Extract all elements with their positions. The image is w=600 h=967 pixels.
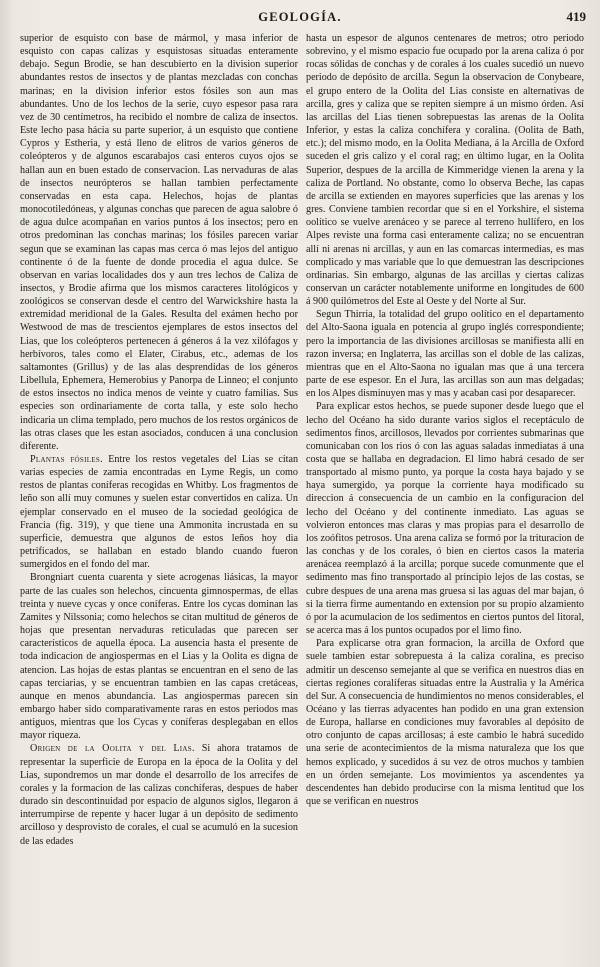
- paragraph-insects: superior de esquisto con base de mármol, y masa inferior de esquisto con capas calizas y esquistosas situadas enteramente debajo. Segun Brodie, se han descubierto en la division superior abundantes restos de insectos y de plantas mezcladas con conchas marinas; en la division inferior estos fósiles son aun mas abundantes. Uno de los lechos de la serie, cuyo espesor pasa rara vez de 30 centímetros, ha recibido el nombre de caliza de insectos. Este lecho pasa hácia su parte superior, á un esquisto que contiene Cypros y Estheria, y está lleno de elitros de varios géneros de coleópteros y de algunos escarabajos casi enteros cuyos ojos se hallan aun en buen estado de conservacion. Las nervaduras de alas de insectos neurópteros se hallan tambien perfectamente conservadas en esta capa. Helechos, hojas de plantas monocotiledóneas, y algunas conchas que parecen de agua salobre ó de agua dulce acompañan en varios puntos á los insectos; pero en otros predominan las conchas marinas; los fósiles parecen variar segun que se examinan las capas mas cerca ó mas lejos del antiguo continente ó de la fuente de donde procedia el agua dulce. Se observan en varias localidades dos y aun tres lechos de Caliza de insectos, y Brodie afirma que los mismos caracteres litológicos y zoológicos se conservan desde el centro del Warwickshire hasta la extremidad meridional de la Gales. Resulta del exámen hecho por Westwood de mas de trescientos ejemplares de estos insectos del Lias, que los coleópteros pertenecen á géneros á la vez xilófagos y herbívoros, tales como el Elater, Cirabus, etc., ademas de los saltamontes (Grillus) y de las alas desprendidas de los géneros Libellula, Ephemera, Hemerobius y Panorpa de Linneo; el conjunto de estos insectos no indica menos de veinte y cuatro familias. Sus especies son ordinariamente de corta talla, y este solo hecho indicaria un clima templado, pero muchos de los restos orgánicos de las otras clases que les estan asociados, conducen á una conclusion diferente.: [20, 33, 298, 452]
- running-title: GEOLOGÍA.: [258, 10, 342, 24]
- paragraph-thirria: Segun Thirria, la totalidad del grupo oolítico en el departamento del Alto-Saona iguala en potencia al grupo inglés correspondiente; pero la importancia de las divisiones arcillosas se manifiesta allí en razon inversa; en Inglaterra, las arcillas son el doble de las calizas, mientras que en el Alto-Saona no igualan mas que á una tercera parte de ese espesor. En el Jura, las arcillas son aun mas delgadas; en los Alpes disminuyen mas y mas y acaban casi por desaparecer.: [306, 309, 584, 400]
- paragraph-brongniart: Brongniart cuenta cuarenta y siete acrogenas liásicas, la mayor parte de las cuales son helechos, cincuenta gimnospermas, de ellas treinta y nueve cycas y once coníferas. Entre los cycas dominan las Zamites y Nilssonia; como helechos se citan multitud de géneros de hojas que presentan nervaduras reticuladas que parecen ser característicos de aquella época. La ausencia hasta el presente de toda indicacion de angiospermas en el Lias y la Oolita es digna de atencion. Las hojas de estas plantas se encuentran en el seno de las capas terciarias, y se encuentran tambien en las capas cretáceas, aunque en menos abundancia. Las angiospermas parecen sin embargo haber sido comparativamente raras en estos periodos mas antiguos, mientras que los Cycas y coníferas desplegaban en ellos mayor riqueza.: [20, 572, 298, 742]
- paragraph-explanation: Para explicar estos hechos, se puede suponer desde luego que el lecho del Océano ha sido durante varios siglos el receptáculo de sedimentos finos, arcillosos, llevados por corrientes submarinas que comunicaban con los rios ó con las aguas saladas inmediatas á una costa que se hallaba en degradacion. El limo habrá cesado de ser transportado al mismo punto, ya porque la costa haya bajado y se haya sumergido, ya porque la corriente haya modificado su direccion á consecuencia de un cambio en la configuracion del lecho del Océano y del continente inmediato. Las aguas se volvieron entonces mas claras y mas propias para el desarrollo de los zoófitos petrosos. Una arena caliza se formó por la trituracion de las conchas y de los corales, ó bien en ciertos casos la materia arenácea reemplazó á la arcilla; porque sucede comunmente que el sedimento mas fino transportado al principio lejos de las costas, se cubre despues de una arena mas gruesa si las aguas del mar bajan, ó si la tierra firme aumentando en extension por su propio alzamiento ó por la acumulacion de los sedimentos en ciertos puntos del litoral, se acerca mas á los puntos ocupados por el limo fino.: [306, 401, 584, 637]
- paragraph-origin: [20, 742, 298, 847]
- paragraph-fossil-plants: [20, 453, 298, 571]
- page-header: [0, 6, 600, 30]
- page-number: 419: [566, 9, 586, 24]
- section-head-origin: Origen de la Oolita y del Lias.: [30, 743, 195, 755]
- left-column: [20, 32, 298, 848]
- paragraph-oxford-clay: Para explicarse otra gran formacion, la arcilla de Oxford que suele tambien estar sobrepuesta á la caliza coralina, es preciso admitir un descenso semejante al que se verifica en nuestros dias en ciertas regiones coralíferas situadas entre la Australia y la América del Sur. A consecuencia de hundimientos no menos considerables, el Océano y las tierras adyacentes han podido en una gran extension de Europa, hallarse en condiciones muy favorables al depósito de otro conjunto de capas arcillosas; á este cambio le habrá sucedido una serie de acontecimientos de la misma naturaleza que los que hemos explicado, y sucedidos á su vez de otros muchos y tambien en un órden semejante. Los movimientos ya ascendentes ya descendentes han debido producirse con la misma lentitud que los que se verifican en nuestros: [306, 638, 584, 808]
- paragraph-conybeare: hasta un espesor de algunos centenares de metros; otro periodo sobrevino, y el mismo espacio fue ocupado por la arena caliza ó por rocas sólidas de conchas y de corales á los cuales sucedió un nuevo periodo de depósito de arcilla. Segun la observacion de Conybeare, el grupo entero de la Oolita del Lias consiste en alternativas de arcilla, gres y caliza que se repiten siempre á un mismo órden. Así las arcillas del Lias tienen sobrepuestas las arenas de la Oolita Inferior, y estas la caliza conchífera y coralina. (Oolita de Bath, etc.); del mismo modo, en la Oolita Mediana, á la Arcilla de Oxford suceden el gris calizo y el coral rag; en último lugar, en la Oolita Superior, despues de la arcilla de Kimmeridge vienen la arena y la caliza de Portland. No obstante, como lo observa Beche, las capas de arcilla se extienden en mayores superficies que las arenas y los gres. Conviene tambien recordar que si en el Yorkshire, el sistema oolítico se vuelve arenáceo y se parece al terreno hullífero, en los Alpes reviste una forma casi enteramente caliza; no se encuentran allí ni arenas ni arcillas, y aun en las comarcas intermedias, es mas complicado y mas variable que lo que demuestran las descripciones ordinarias. Sin embargo, algunas de las arcillas y ciertas calizas conservan un carácter notablemente uniforme en longitudes de 600 á 900 quilómetros del Este al Oeste y del Norte al Sur.: [306, 33, 584, 308]
- right-column: [306, 32, 584, 808]
- section-head-fossil-plants: Plantas fósiles.: [30, 454, 103, 465]
- paragraph-origin-text: Si ahora tratamos de representar la superficie de Europa en la época de la Oolita y del Lias, supondremos un mar donde el desarrollo de los arrecifes de corales y la formacion de las calizas conchíferas, despues de haber durado sin descontinuidad por espacio de algunos siglos, llegaron á interrumpirse de repente y hacer lugar á un depósito de sedimento arcilloso y desprovisto de corales, el cual se acumuló en la sucesion de las edades: [20, 743, 299, 847]
- paragraph-fossil-plants-text: Entre los restos vegetales del Lias se citan varias especies de zamia encontradas en Lyme Regis, un como restos de plantas coníferas recogidas en Whitby. Los fragmentos de leño son allí muy comunes y suelen estar convertidos en caliza. Un ejemplar conservado en el museo de la sociedad geológica de Francia (fig. 319), y que tiene una Ammonita incrustada en su superficie, demuestra que algunos de estos leños hoy dia petrificados, se hallaban en estado blando cuando fueron sumergidos en el fondo del mar.: [20, 454, 299, 571]
